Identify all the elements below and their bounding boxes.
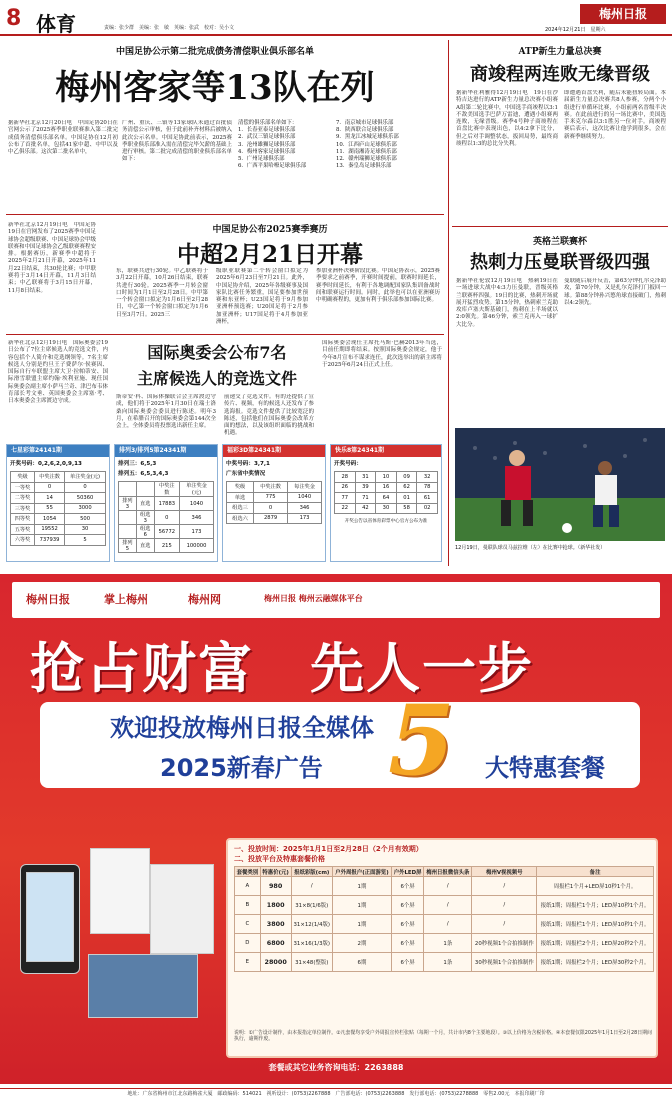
table-cell: 中奖注数 [154,482,179,497]
banner-line2: 2025新春广告 [160,754,323,782]
table-cell: 组选6 [136,525,154,539]
table-cell: 17883 [154,497,179,511]
table-cell: 6个屏 [392,915,424,934]
table-cell: C [235,915,261,934]
table-cell: 1条 [424,934,472,953]
table-cell: 10 [376,472,397,483]
ad-logo: 梅州日报 梅州云融媒体平台 [264,593,363,603]
table-cell: 6个屏 [392,896,424,915]
banner-line1: 欢迎投放梅州日报全媒体 [110,714,374,742]
table-cell: 30 [376,503,397,514]
table-cell: 报纸1期；周报栏2个月；LED屏20秒2个月。 [537,934,654,953]
team-item: 3．沧州雄狮足球俱乐部 [238,141,296,148]
page-header [0,0,672,36]
table-cell: 64 [376,493,397,504]
table-cell: 19552 [35,524,65,535]
table-cell: 2期 [332,934,391,953]
football-photo [455,428,665,541]
article5-headline: 热刺力压曼联晋级四强 [470,252,650,273]
lottery-table [10,471,106,546]
article2-col4: 参加亚洲杯决赛阶段比赛。中国足协表示，2025赛季要求之前赛季，开赛时间提前，联赛时间延长，赛季时间延长，有利于各地调配国家队集训备战时间和联赛运行时间。同时，此举也可以在亚洲赛历中明确赛程的，更加有利于俱乐部参加国际比赛。 [316,268,440,304]
table-cell: 775 [254,492,288,503]
lottery-numbers: 排列五：6,5,3,4,3 [118,471,169,477]
lottery-numbers: 开奖号码：0,2,6,2,0,9,13 [10,461,82,467]
lottery-table [118,481,214,553]
table-cell: 0 [65,482,106,493]
lottery-table [226,481,322,524]
table-cell: 奖级 [11,472,35,483]
table-cell: 户外周报户(正面游览) [332,867,391,877]
table-cell: 0 [254,503,288,514]
issue-date: 2024年12月21日 星期六 [545,27,606,33]
article3-col1: 新华社北京12月19日电 国际奥委会19日公布了7位主席候选人的竞选文件，内容包括个人简介和竞选纲领等。7名主席候选人分别是约旦王子费萨尔·侯赛因、国际自行车联盟主席大卫·拉帕蒂安、国际滑雪联盟主席约翰·埃利亚施、现任国际奥委会副主席小萨马兰奇、津巴布韦体育部长考文垂、英国奥委会主席塞·考、日本奥委会主席渡边守成。 [8,340,108,405]
ad-logo: 梅州网 [188,593,221,606]
team-list-a [238,120,330,170]
table-cell: 28000 [260,953,291,972]
table-cell: 奖级 [227,482,254,493]
lottery-pailie [114,444,218,562]
team-item: 9．黑龙江冰城足球俱乐部 [336,134,399,141]
ad-note: 说明：①广告设计制作，由本报指定单位制作。②凡套餐均享受户外周报宣传栏张贴（每期一个月，共计市内8个主要地段）。③以上价格为含税价格。④本套餐仅限2025年1月1日至2月28日期间执行，逾期作废。 [234,1030,652,1043]
table-cell: 30 [65,524,106,535]
table-cell: 直选 [136,497,154,511]
table-cell: 3000 [65,503,106,514]
table-cell: 173 [288,513,322,524]
table-cell: 26 [335,482,356,493]
lottery-qixingcai [6,444,110,562]
table-cell: 单注奖金(元) [65,472,106,483]
table-cell: 报纸彩版(cm) [291,867,332,877]
table-cell [119,511,137,525]
table-cell: 6800 [260,934,291,953]
table-cell: 56772 [154,525,179,539]
table-cell [136,482,154,497]
table-cell: D [235,934,261,953]
table-cell: 31×8(1/6版) [291,896,332,915]
lottery-table [334,471,438,514]
ad-slogan: 抢占财富 先人一步 [30,636,534,700]
editors-line: 责编：张少群 美编：张 敏 英编：张武 校对：吴小文 [104,25,235,31]
table-cell: 二等奖 [11,493,35,504]
table-cell: / [424,896,472,915]
article1-col1: 据新华社北京12月20日电 中国足协20日在官网公示了2025赛季职业联赛准入第二批完成债务清偿俱乐部名单。中国足协在12月初公布了首批名单，包括41家中超、中甲以及中乙俱乐部。这次第二批名单中， [8,120,118,156]
article3-col4: 国际奥委会现任主席托马斯·巴赫2013年当选，目前任期即将结束。按照国际奥委会规定，他于今年8月宣布不谋求连任，此次选举出的新主席将于2025年6月24日正式上任。 [322,340,442,368]
table-cell: 三等奖 [11,503,35,514]
lottery-numbers: 中奖号码：3,7,1 [226,461,270,467]
table-cell: 梅州V视视频号 [472,867,537,877]
table-cell: 100000 [179,539,213,553]
article2-col1: 新华社北京12月19日电 中国足协19日在官网发布了2025赛季中国足球协会超级联赛、中国足球协会甲级联赛和中国足球协会乙级联赛赛程安排。根据赛历，新赛季中超将于2025年2月21日开幕，2025年11月22日结束，共30轮比赛；中甲联赛将于3月14日开幕，11月3日结束；中乙联赛将于3月15日开幕，11月8日结束。 [8,222,96,294]
team-item: 2．武汉三镇足球俱乐部 [238,134,296,141]
table-cell: 报纸1期；周报栏1个月；LED屏10秒1个月。 [537,915,654,934]
article1-kicker: 中国足协公示第二批完成债务清偿职业俱乐部名单 [115,47,314,57]
table-cell: 单选 [227,492,254,503]
table-cell: / [291,877,332,896]
page-number: 8 [6,6,22,31]
table-cell: 215 [154,539,179,553]
table-cell: 0 [35,482,65,493]
table-cell: 组选三 [227,503,254,514]
table-cell: 户外LED屏 [392,867,424,877]
article4-headline: 商竣程两连败无缘晋级 [470,64,650,85]
table-cell: 346 [288,503,322,514]
ad-logo: 掌上梅州 [104,593,148,606]
package-row [235,953,654,972]
table-cell: 173 [179,525,213,539]
package-row [235,915,654,934]
article4-kicker: ATP新生力量总决赛 [518,47,602,57]
lottery-note: 开奖公告以省体育彩票中心官方公布为准 [344,519,428,524]
article4-col2: 即遭遇首盘失利，随后未能扭转局面。本届新生力量总决赛共8人参赛，分两个小组进行单循环比赛，小组前两名晋级半决赛。在此前进行的另一场比赛中，美国选手米克尔森以3:1胜另一位对手。商竣程赛后表示，这次比赛让他学到很多，会在新赛季继续努力。 [564,90,666,140]
package-row [235,934,654,953]
table-cell: 500 [65,514,106,525]
lottery-title: 七星彩第24141期 [7,445,109,457]
ad-period: 一、投放时间：2025年1月1日至2月28日（2个月有效期） [234,845,423,853]
ad-package-title: 二、投放平台及特惠套餐价格 [234,855,325,863]
table-cell: 1040 [179,497,213,511]
table-cell [119,525,137,539]
newspaper-mockup [90,848,150,934]
team-item: 13．秦皇岛足球俱乐部 [336,163,392,170]
table-cell: 31×16(1/3版) [291,934,332,953]
table-cell: 2879 [254,513,288,524]
table-cell: 77 [335,493,356,504]
newspaper-mockup [150,864,214,954]
lottery-subtitle: 广东省中奖情况 [226,471,266,477]
lottery-title: 排列3/排列5第24341期 [115,445,217,457]
lottery-fucai3d [222,444,326,562]
team-item: 4．梅州客家足球俱乐部 [238,148,296,155]
article5-col1: 据新华社伦敦12月19日电 热刺19日在一场进球大战中4:3力压曼联，晋级英格兰联赛杯四强。19日的比赛，热刺开场就展开猛烈攻势。第15分钟，热刺索兰克助攻库卢塞夫斯基破门，热刺在上半场就以2:0领先。第46分钟，索兰克再入一球扩大比分。 [456,278,558,328]
package-row [235,896,654,915]
banner-five: 5 [388,684,455,797]
article2-headline: 中超2月21日开幕 [176,241,363,268]
table-cell: 6个屏 [392,877,424,896]
banner-line3: 大特惠套餐 [485,754,605,782]
team-item: 6．广西平果哈嘹足球俱乐部 [238,163,307,170]
article3-headline-line1: 国际奥委会公布7名 [147,343,287,362]
table-cell: 组选3 [136,511,154,525]
table-cell: 套餐类别 [235,867,261,877]
table-cell: 980 [260,877,291,896]
table-cell: 22 [335,503,356,514]
table-cell: 1054 [35,514,65,525]
article3-col2: 斯蒂安·科、国际体操联合会主席渡边守成，他们将于2025年1月30日在瑞士洛桑向国际奥委会委员进行陈述。明年3月，在希腊召开的国际奥委会第144次全会上，全体委员将投票选出新任主席。 [116,394,216,430]
table-cell: E [235,953,261,972]
table-cell: 61 [417,493,438,504]
table-cell: / [424,877,472,896]
table-cell: 中奖注数 [254,482,288,493]
table-cell: / [424,915,472,934]
lottery-title: 快乐8第24341期 [331,445,441,457]
table-cell: 1条 [424,953,472,972]
team-item: 8．陕西联合足球俱乐部 [336,127,394,134]
team-item: 1．长春亚泰足球俱乐部 [238,127,296,134]
table-cell: 1800 [260,896,291,915]
table-cell: 30秒视频1个合拍推制作 [472,953,537,972]
table-cell: 55 [35,503,65,514]
table-cell: 58 [396,503,417,514]
article1-headline: 梅州客家等13队在列 [55,68,375,108]
table-cell: 16 [376,482,397,493]
table-cell: 一等奖 [11,482,35,493]
table-cell: 五等奖 [11,524,35,535]
table-cell: 20秒视频1个合拍推制作 [472,934,537,953]
table-cell: A [235,877,261,896]
ad-phone: 套餐或其它业务咨询电话：2263888 [268,1063,404,1072]
table-cell: 6个屏 [392,953,424,972]
column-divider [448,40,449,566]
advertisement [0,574,672,1084]
ad-logo-bar [12,582,660,618]
ad-logo: 梅州日报 [26,593,70,606]
team-item: 12．赣州瑞狮足球俱乐部 [336,156,397,163]
article2-col2: 东，联赛共进行30轮。中乙联赛将于3月22日开幕，10月26日结束，联赛共进行30轮。2025赛季一月转会窗口时间为1月1日至2月28日。中甲第一个转会窗口拟定为1月6日至2月28日，中乙第一个转会窗口拟定为1月6日至3月7日。2025三 [116,268,208,318]
table-cell: 5 [65,535,106,546]
table-cell: / [472,877,537,896]
table-cell: 报纸1期；周报栏2个月；LED屏30秒2个月。 [537,953,654,972]
team-item: 7．南京城市足球俱乐部 [336,120,394,126]
table-cell: 62 [396,482,417,493]
table-cell: 28 [335,472,356,483]
table-cell: / [472,915,537,934]
table-cell: 31 [355,472,376,483]
table-cell: 六等奖 [11,535,35,546]
table-cell: 6期 [332,953,391,972]
table-cell: 14 [35,493,65,504]
table-cell: 50360 [65,493,106,504]
newspaper-logo: 梅州日报 [580,4,666,24]
team-list-title: 清偿的俱乐部名单如下： [238,120,298,126]
table-cell: 3800 [260,915,291,934]
table-cell: 737939 [35,535,65,546]
team-item: 10．江西庐山足球俱乐部 [336,141,397,148]
table-cell: 单注奖金(元) [179,482,213,497]
team-list-b [336,120,432,170]
lottery-numbers: 开奖号码： [334,461,362,467]
package-row [235,877,654,896]
table-cell: 1期 [332,915,391,934]
table-cell: 31×12(1/4版) [291,915,332,934]
table-cell: B [235,896,261,915]
table-cell: 1期 [332,896,391,915]
table-cell: 组选六 [227,513,254,524]
led-screen-mockup [88,954,198,1018]
team-item: 11．湖南湘涛足球俱乐部 [336,148,397,155]
article2-col3: 级职业联赛第二个转会窗口拟定为2025年6月23日至7月21日。此外，中国足协介绍，2025年各级赛事及国家队比赛任务繁重，国足要参加世预赛和东亚杯；U23国足将于9月参加亚洲杯预选赛；U20国足将于2月参加亚洲杯；U17国足将于4月参加亚洲杯， [216,268,308,326]
table-cell: 1期 [332,877,391,896]
table-cell: 32 [417,472,438,483]
table-cell: 备注 [537,867,654,877]
article2-kicker: 中国足协公布2025赛季赛历 [212,225,328,235]
table-cell: 42 [355,503,376,514]
photo-caption: 12月19日，曼联队球员马兹拉维（左）在比赛中抢球。（新华社发） [455,545,606,551]
table-cell: 1040 [288,492,322,503]
section-title: 体育 [36,12,76,36]
article1-col2: 广州、重庆、三镇等13家球队未通过首批债务清偿公示审核，但于此前补齐材料后被纳入此次公示名单。中国足协此前表示，2025赛季职业俱乐部准入需在清偿完毕欠薪的基础上进行审核。第二批完成清偿的职业俱乐部名单如下： [122,120,232,163]
article4-col1: 据新华社利雅得12月19日电 19日在沙特吉达进行的ATP新生力量总决赛小组赛A组第二轮比赛中，中国选手商竣程以3:1不敌美国选手巴萨万雷迪，遭遇小组赛两连败，无缘晋级。赛季4号种子商竣程在首盘比赛中表现出色，以4:2拿下比分，但之后对手调整状态，扳回局势，最终商竣程以1:3的总比分失利。 [456,90,558,148]
table-cell: 中奖注数 [35,472,65,483]
ad-banner [40,684,640,797]
table-cell: 直选 [136,539,154,553]
table-cell: 02 [417,503,438,514]
table-cell: 报纸1期；周报栏1个月；LED屏10秒1个月。 [537,896,654,915]
lottery-kuaile8 [330,444,442,562]
table-cell: 39 [355,482,376,493]
table-cell: 梅州日报微信头条 [424,867,472,877]
divider [452,226,668,227]
ad-price-panel [226,838,658,1058]
table-cell: / [472,896,537,915]
table-cell: 排列5 [119,539,137,553]
table-cell: 09 [396,472,417,483]
package-table [234,866,654,972]
table-cell: 排列3 [119,497,137,511]
table-cell: 每注奖金 [288,482,322,493]
phone-screen [26,872,74,962]
table-cell: 01 [396,493,417,504]
table-cell: 71 [355,493,376,504]
table-cell: 特惠价(元) [260,867,291,877]
article3-headline-line2: 主席候选人的竞选文件 [136,369,297,388]
table-cell: 周报栏1个月+LED屏10秒1个月。 [537,877,654,896]
divider [6,334,444,335]
table-cell: 78 [417,482,438,493]
article5-kicker: 英格兰联赛杯 [532,237,587,247]
table-cell: 31×48(整版) [291,953,332,972]
table-cell [119,482,137,497]
table-cell: 四等奖 [11,514,35,525]
page-footer: 地址：广东省梅州市江北东路梅雀大厦 邮政编码：514021 视听设计：(0753)2267888 广告部电话：(0753)2263888 发行部电话：(0753)2278888 零售2.00元 本报印刷厂印 [0,1088,672,1100]
lottery-numbers: 排列三：6,5,3 [118,461,157,467]
team-item: 5．广州足球俱乐部 [238,156,285,163]
table-cell: 0 [154,511,179,525]
article3-col3: 前递交了竞选文件。有的还提供了宣传片、视频，有的候选人还发布了参选海报。竞选文件提供了比较宽泛的陈述，包括他们在国际奥委会改革方面的想法，以及该组织面临的挑战和机遇。 [224,394,314,437]
lottery-title: 福彩3D第24341期 [223,445,325,457]
divider [6,214,444,215]
table-cell: 6个屏 [392,934,424,953]
table-cell: 346 [179,511,213,525]
article5-col2: 曼联随后展开反击，第63分钟扎尔克泽助攻，第70分钟，又是扎尔克泽打门扳回一球。第88分钟孙兴慜角球直接破门，热刺以4:2领先。 [564,278,666,306]
